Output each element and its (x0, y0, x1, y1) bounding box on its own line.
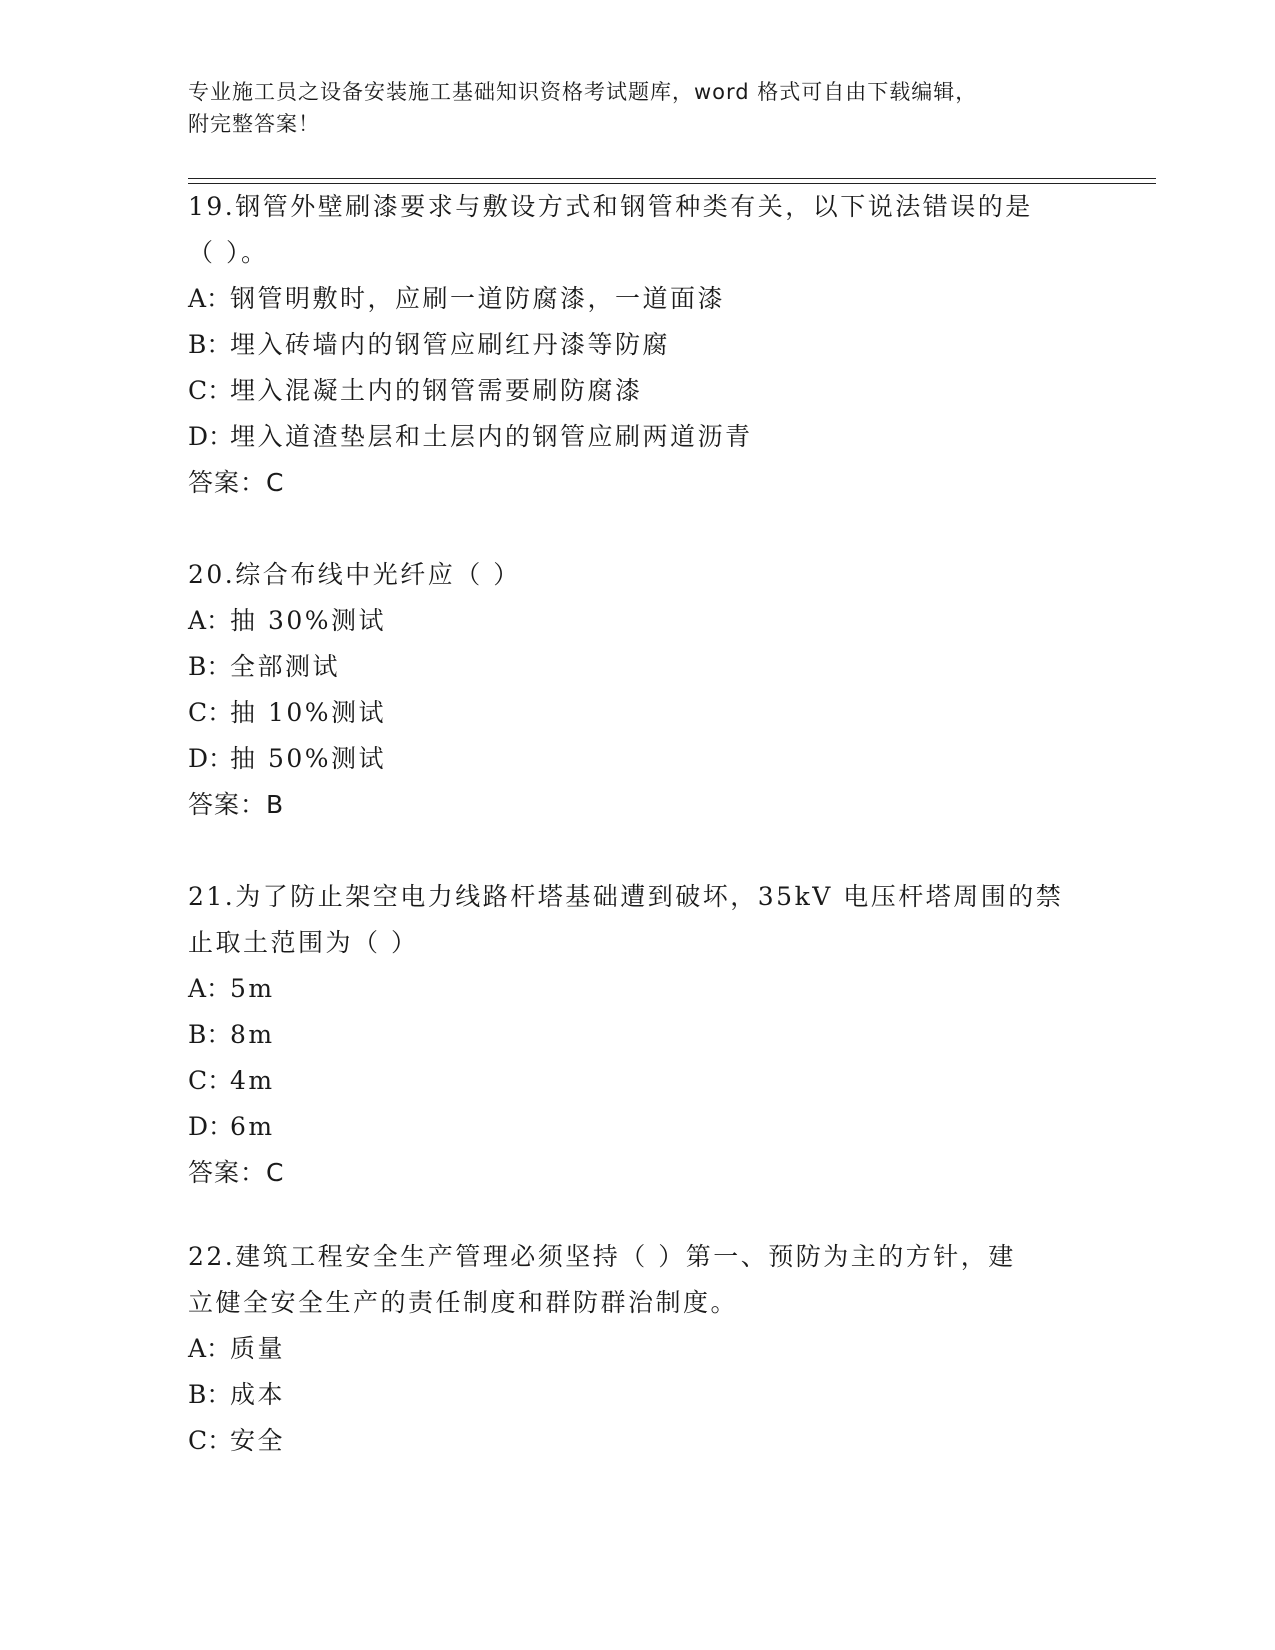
option-d (188, 414, 1088, 460)
answer-line: 答案：C (188, 468, 285, 497)
option-key: A： (188, 606, 232, 635)
option-text: 质量 (230, 1334, 286, 1363)
option-b (188, 644, 1088, 690)
option-a (188, 966, 1088, 1012)
question-stem: 22.建筑工程安全生产管理必须坚持（ ）第一、预防为主的方针，建 (188, 1242, 1016, 1271)
option-key: C： (188, 698, 233, 727)
option-text: 6m (230, 1112, 275, 1141)
option-text: 埋入道渣垫层和土层内的钢管应刷两道沥青 (230, 422, 753, 451)
question-stem-continued: 立健全安全生产的责任制度和群防群治制度。 (188, 1288, 739, 1317)
question-21 (188, 874, 1088, 1196)
header-line-2: 附完整答案！ (188, 112, 320, 136)
answer-line: 答案：C (188, 1158, 285, 1187)
option-c (188, 690, 1088, 736)
option-c (188, 1418, 1088, 1464)
option-b (188, 322, 1088, 368)
question-20 (188, 552, 1088, 828)
option-d (188, 736, 1088, 782)
question-stem: 20.综合布线中光纤应（ ） (188, 560, 521, 589)
option-b (188, 1012, 1088, 1058)
option-text: 埋入砖墙内的钢管应刷红丹漆等防腐 (230, 330, 671, 359)
question-stem-continued: 止取土范围为（ ） (188, 928, 419, 957)
option-key: C： (188, 1426, 233, 1455)
option-key: B： (188, 330, 232, 359)
option-key: C： (188, 1066, 233, 1095)
option-c (188, 1058, 1088, 1104)
option-text: 抽 10%测试 (230, 698, 387, 727)
option-text: 5m (230, 974, 275, 1003)
option-text: 4m (230, 1066, 275, 1095)
option-key: A： (188, 284, 232, 313)
option-a (188, 1326, 1088, 1372)
option-text: 埋入混凝土内的钢管需要刷防腐漆 (230, 376, 643, 405)
option-text: 抽 30%测试 (230, 606, 387, 635)
option-c (188, 368, 1088, 414)
option-text: 安全 (230, 1426, 286, 1455)
question-stem-continued: （ ）。 (188, 238, 269, 267)
option-b (188, 1372, 1088, 1418)
option-a (188, 598, 1088, 644)
question-stem: 19.钢管外壁刷漆要求与敷设方式和钢管种类有关，以下说法错误的是 (188, 192, 1033, 221)
option-key: D： (188, 1112, 234, 1141)
document-header (188, 76, 1068, 140)
question-19 (188, 184, 1088, 506)
header-divider-top (188, 178, 1156, 179)
option-text: 8m (230, 1020, 275, 1049)
option-key: B： (188, 1380, 232, 1409)
header-line-1: 专业施工员之设备安装施工基础知识资格考试题库，word 格式可自由下载编辑， (188, 80, 978, 104)
question-22 (188, 1234, 1088, 1464)
option-text: 成本 (230, 1380, 286, 1409)
option-key: B： (188, 652, 232, 681)
option-key: C： (188, 376, 233, 405)
option-text: 钢管明敷时，应刷一道防腐漆，一道面漆 (230, 284, 726, 313)
option-key: B： (188, 1020, 232, 1049)
option-key: A： (188, 974, 232, 1003)
option-key: D： (188, 422, 234, 451)
option-key: D： (188, 744, 234, 773)
option-text: 全部测试 (230, 652, 341, 681)
option-key: A： (188, 1334, 232, 1363)
option-text: 抽 50%测试 (230, 744, 387, 773)
option-a (188, 276, 1088, 322)
answer-line: 答案：B (188, 790, 285, 819)
question-stem: 21.为了防止架空电力线路杆塔基础遭到破坏，35kV 电压杆塔周围的禁 (188, 882, 1064, 911)
option-d (188, 1104, 1088, 1150)
